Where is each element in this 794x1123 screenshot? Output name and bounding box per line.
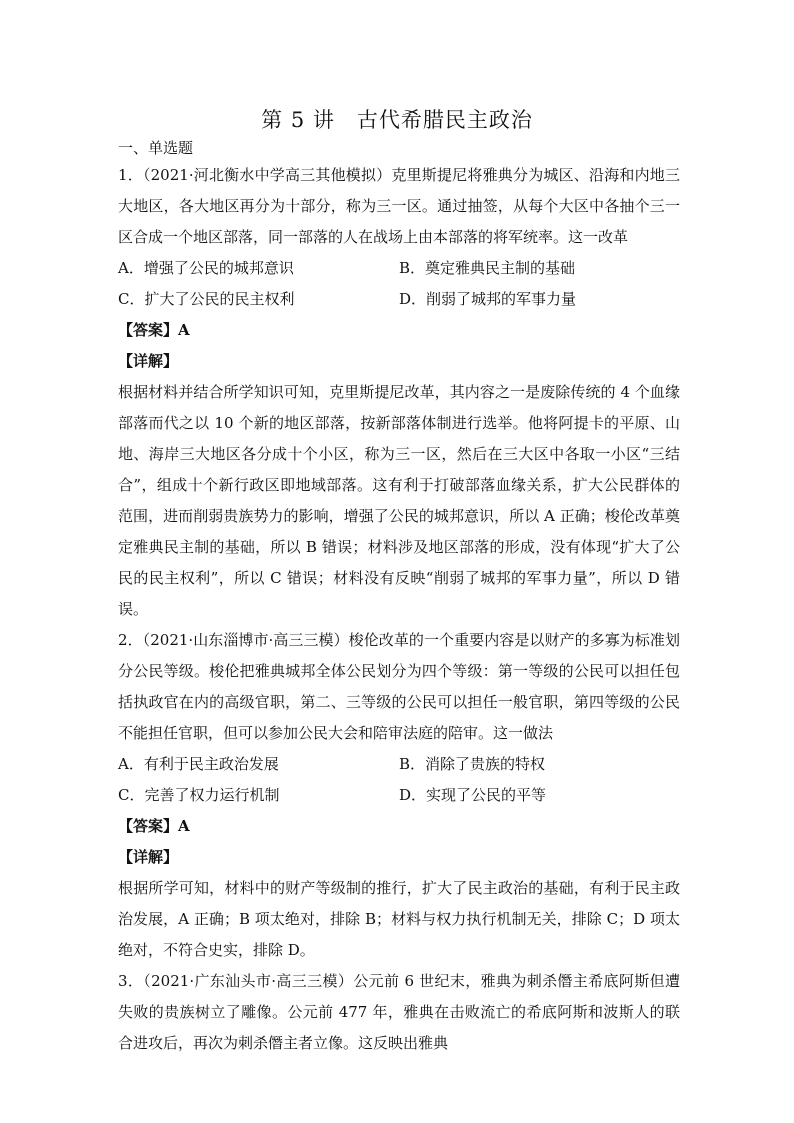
option-c: C．扩大了公民的民主权利	[118, 290, 295, 308]
answer-label: 【答案】A	[118, 817, 190, 835]
question-3	[118, 966, 680, 1059]
option-d: D．实现了公民的平等	[399, 786, 547, 804]
option-a: A．有利于民主政治发展	[118, 755, 279, 773]
question-stem: 3．（2021·广东汕头市·高三三模）公元前 6 世纪末，雅典为刺杀僭主希底阿斯但遭失败的贵族树立了雕像。公元前 477 年，雅典在击败流亡的希底阿斯和波斯人的联合进攻后，再次为刺杀僭主者立像。这反映出雅典	[118, 972, 680, 1052]
detail-label: 【详解】	[118, 352, 179, 370]
lesson-title: 古代希腊民主政治	[356, 108, 533, 132]
option-b: B．奠定雅典民主制的基础	[399, 259, 576, 277]
option-b: B．消除了贵族的特权	[399, 755, 546, 773]
section-heading: 一、单选题	[118, 139, 194, 157]
question-1	[118, 160, 680, 625]
lesson-number: 第 5 讲	[261, 108, 335, 132]
page-title	[0, 104, 794, 134]
analysis-text: 根据材料并结合所学知识可知，克里斯提尼改革，其内容之一是废除传统的 4 个血缘部落而代之以 10 个新的地区部落，按新部落体制进行选举。他将阿提卡的平原、山地、海岸三大地区各分成十个小区，称为三一区，然后在三大区中各取一小区“三结合”，组成十个新行政区即地域部落。这有利于打破部落血缘关系，扩大公民群体的范围，进而削弱贵族势力的影响，增强了公民的城邦意识，所以 A 正确；梭伦改革奠定雅典民主制的基础，所以 B 错误；材料涉及地区部落的形成，没有体现“扩大了公民的民主权利”，所以 C 错误；材料没有反映“削弱了城邦的军事力量”，所以 D 错误。	[118, 383, 680, 618]
options	[118, 749, 680, 811]
question-2	[118, 625, 680, 966]
option-d: D．削弱了城邦的军事力量	[399, 290, 577, 308]
question-stem: 1．（2021·河北衡水中学高三其他模拟）克里斯提尼将雅典分为城区、沿海和内地三大地区，各大地区再分为十部分，称为三一区。通过抽签，从每个大区中各抽个三一区合成一个地区部落，同一部落的人在战场上由本部落的将军统率。这一改革	[118, 166, 680, 246]
option-c: C．完善了权力运行机制	[118, 786, 280, 804]
question-stem: 2．（2021·山东淄博市·高三三模）梭伦改革的一个重要内容是以财产的多寡为标准划分公民等级。梭伦把雅典城邦全体公民划分为四个等级：第一等级的公民可以担任包括执政官在内的高级官职，第二、三等级的公民可以担任一般官职，第四等级的公民不能担任官职，但可以参加公民大会和陪审法庭的陪审。这一做法	[118, 631, 680, 742]
options	[118, 253, 680, 315]
detail-label: 【详解】	[118, 848, 179, 866]
analysis-text: 根据所学可知，材料中的财产等级制的推行，扩大了民主政治的基础，有利于民主政治发展，A 正确；B 项太绝对，排除 B；材料与权力执行机制无关，排除 C；D 项太绝对，不符合史实，排除 D。	[118, 879, 680, 959]
option-a: A．增强了公民的城邦意识	[118, 259, 294, 277]
document-body	[118, 136, 680, 1059]
answer-label: 【答案】A	[118, 321, 190, 339]
